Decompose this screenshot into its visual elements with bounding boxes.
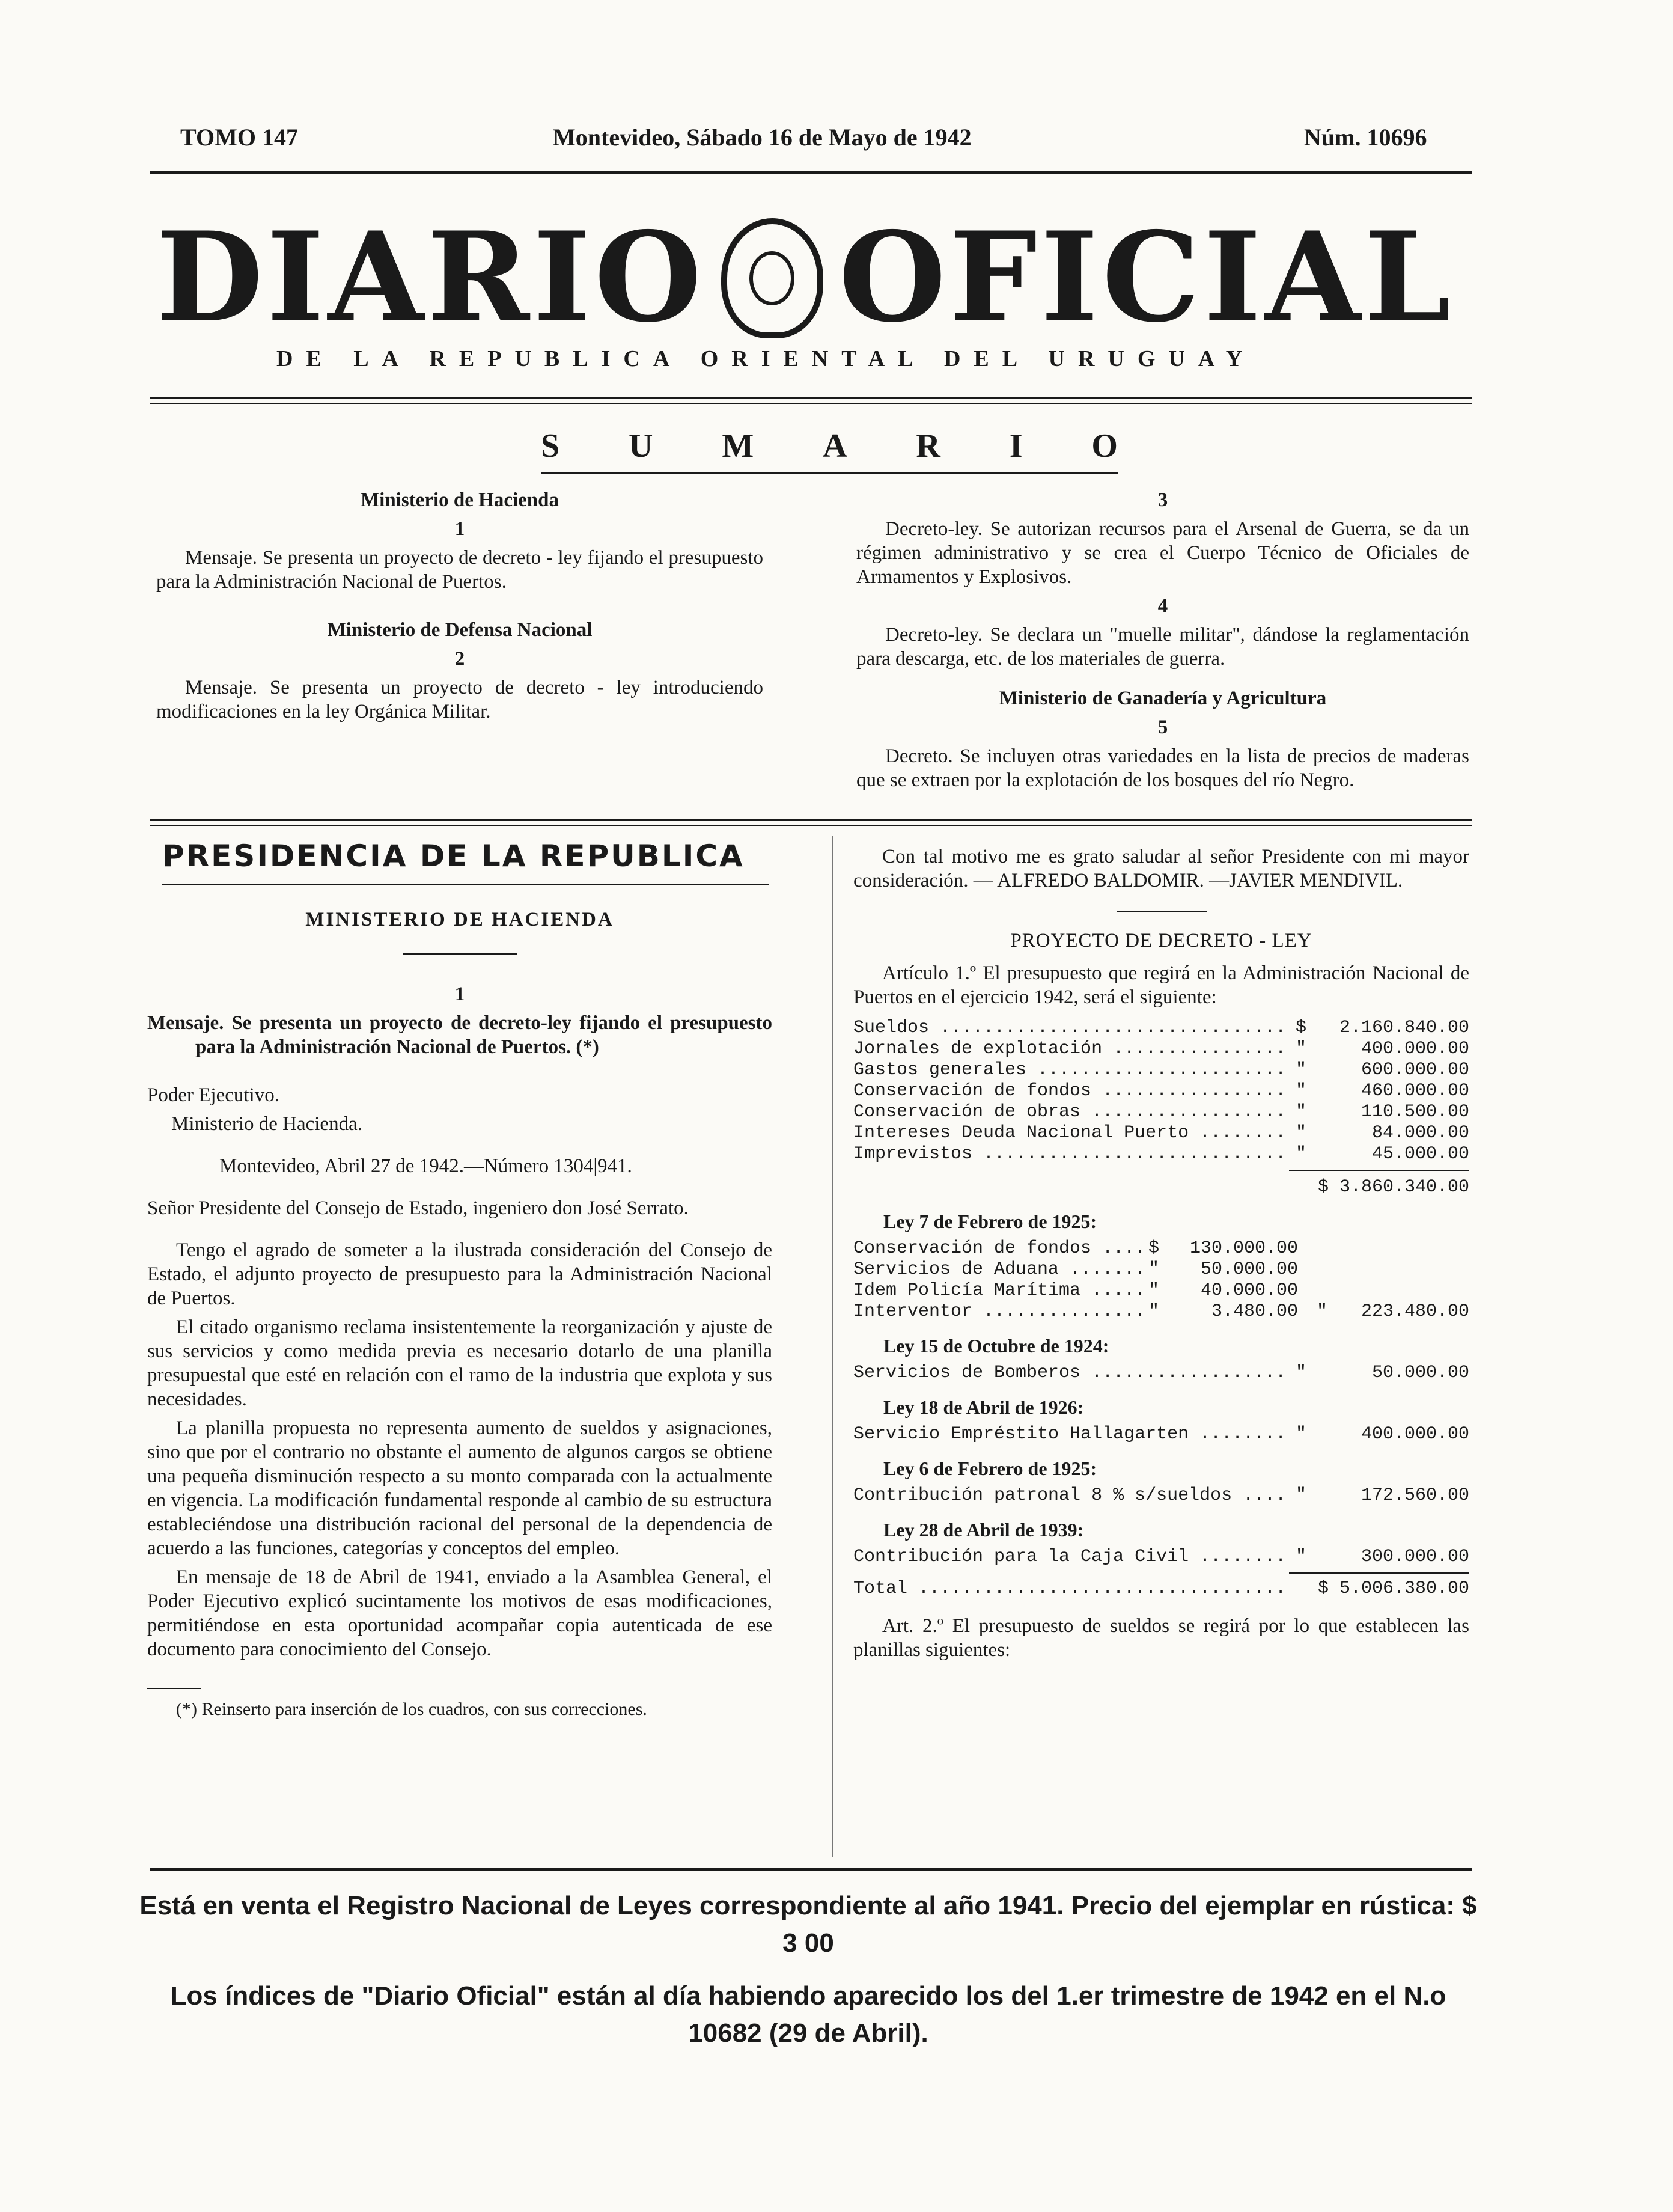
body-paragraph: La planilla propuesta no representa aumento de sueldos y asignaciones, sino que por el contrario no obstante el aumento de algunos cargos se obtiene una pequeña disminución respecto a su monto comparada con la actualmente en vigencia. La modificación fundamental responde al cambio de su estructura estableciéndose una distribución racional del personal de la dependencia de acuerdo a las funciones, categorías y conceptos del empleo.	[147, 1417, 772, 1559]
ministry-heading: MINISTERIO DE HACIENDA	[305, 909, 614, 930]
sumario-letter: I	[1009, 427, 1023, 465]
law-heading: Ley 15 de Octubre de 1924:	[883, 1335, 1109, 1357]
sumario-letter: A	[823, 427, 847, 465]
footer-rule	[150, 1868, 1472, 1871]
item-number: 5	[1157, 716, 1168, 738]
sumario-letter: O	[1091, 427, 1118, 465]
issue-date: Montevideo, Sábado 16 de Mayo de 1942	[553, 124, 972, 151]
law-row: Servicio Empréstito Hallagarten ..... " 400.000.00	[853, 1424, 1469, 1445]
article-1: Artículo 1.º El presupuesto que regirá en la Administración Nacional de Puertos en el ejercicio 1942, será el siguiente:	[853, 962, 1469, 1008]
budget-row: Conservación de fondos ..... " 460.000.00	[853, 1081, 1469, 1102]
sumario-letter: R	[916, 427, 940, 465]
notice-indices: Los índices de "Diario Oficial" están al día habiendo aparecido los del 1.er trimestre de 1942 en el N.o 10682 (29 de Abril).	[170, 1981, 1446, 2048]
sumario-item: Decreto-ley. Se declara un "muelle militar", dándose la reglamentación para descarga, etc. de los materiales de guerra.	[856, 624, 1469, 670]
message-title: Mensaje. Se presenta un proyecto de decreto-ley fijando el presupuesto para la Administración Nacional de Puertos. (*)	[147, 1012, 772, 1058]
masthead	[156, 206, 1454, 350]
law-row: Interventor ..... " 3.480.00 " 223.480.00	[853, 1301, 1469, 1322]
section-title: PRESIDENCIA DE LA REPUBLICA	[162, 839, 745, 873]
item-number: 2	[454, 648, 465, 670]
sumario-letter: S	[541, 427, 560, 465]
subtotal-rule	[1289, 1170, 1469, 1171]
dateline: Montevideo, Abril 27 de 1942.—Número 1304|941.	[219, 1155, 632, 1177]
budget-row: Sueldos ..... $ 2.160.840.00	[853, 1018, 1469, 1039]
budget-total-row: Total ..... $ 5.006.380.00	[853, 1578, 1469, 1599]
sumario-left	[156, 488, 763, 729]
law-heading: Ley 18 de Abril de 1926:	[883, 1396, 1084, 1418]
left-column-body	[147, 908, 772, 1725]
item-number: 3	[1157, 489, 1168, 511]
article-2: Art. 2.º El presupuesto de sueldos se regirá por lo que establecen las planillas siguientes:	[853, 1615, 1469, 1661]
item-number: 1	[454, 518, 465, 540]
budget-row: Conservación de obras ..... " 110.500.00	[853, 1102, 1469, 1123]
notice-registro: Está en venta el Registro Nacional de Leyes correspondiente al año 1941. Precio del ejemplar en rústica: $ 3 00	[139, 1891, 1477, 1958]
sumario-item: Mensaje. Se presenta un proyecto de decreto - ley introduciendo modificaciones en la ley Orgánica Militar.	[156, 677, 763, 723]
masthead-rule-1	[150, 397, 1472, 399]
budget-row: Gastos generales ..... " 600.000.00	[853, 1060, 1469, 1081]
body-paragraph: Tengo el agrado de someter a la ilustrada consideración del Consejo de Estado, el adjunto proyecto de presupuesto para la Administración Nacional de Puertos.	[147, 1239, 772, 1309]
sumario-item: Decreto. Se incluyen otras variedades en la lista de precios de maderas que se extraen por la explotación de los bosques del río Negro.	[856, 745, 1469, 791]
section-rule-1	[150, 819, 1472, 821]
sumario-title	[541, 427, 1118, 465]
law-row: Contribución patronal 8 % s/sueldos ..... " 172.560.00	[853, 1485, 1469, 1506]
sumario-item: Decreto-ley. Se autorizan recursos para el Arsenal de Guerra, se da un régimen administrativo y se crea el Cuerpo Técnico de Oficiales de Armamentos y Explosivos.	[856, 518, 1469, 588]
footnote-divider	[147, 1688, 201, 1689]
sumario-underline	[541, 472, 1118, 474]
right-column-body	[853, 845, 1469, 1667]
proyecto-title: PROYECTO DE DECRETO - LEY	[1010, 930, 1312, 952]
ministry-heading: Ministerio de Hacienda	[361, 489, 559, 511]
short-divider	[1117, 911, 1207, 912]
ministry-heading: Ministerio de Defensa Nacional	[327, 619, 593, 641]
section-title-underline	[162, 884, 769, 885]
footnote: (*) Reinserto para inserción de los cuadros, con sus correcciones.	[176, 1699, 647, 1719]
coat-of-arms-icon	[721, 218, 823, 338]
body-paragraph: En mensaje de 18 de Abril de 1941, enviado a la Asamblea General, el Poder Ejecutivo explicó sucintamente los motivos de esas modificaciones, permitiéndose en esta oportunidad acompañar copia autenticada de ese documento para conocimiento del Consejo.	[147, 1566, 772, 1660]
sumario-item: Mensaje. Se presenta un proyecto de decreto - ley fijando el presupuesto para la Administración Nacional de Puertos.	[156, 547, 763, 593]
header-rule	[150, 171, 1472, 174]
short-divider	[403, 953, 517, 955]
masthead-word-diario: DIARIO	[156, 206, 705, 350]
masthead-word-oficial: OFICIAL	[838, 206, 1454, 350]
addressee: Señor Presidente del Consejo de Estado, ingeniero don José Serrato.	[147, 1197, 689, 1219]
body-paragraph: El citado organismo reclama insistentemente la reorganización y ajuste de sus servicios y como medida previa es necesario dotarlo de una planilla presupuestal que esté en relación con el ramo de la industria que explota y sus necesidades.	[147, 1316, 772, 1410]
sumario-right	[856, 488, 1469, 797]
law-row: Servicios de Bomberos ..... " 50.000.00	[853, 1363, 1469, 1384]
law-row: Idem Policía Marítima ..... " 40.000.00	[853, 1280, 1469, 1301]
law-row: Conservación de fondos ..... $ 130.000.00	[853, 1238, 1469, 1259]
ministry-heading: Ministerio de Ganadería y Agricultura	[999, 688, 1327, 709]
law-heading: Ley 6 de Febrero de 1925:	[883, 1458, 1097, 1479]
message-number: 1	[454, 983, 465, 1005]
column-separator	[832, 836, 833, 1857]
law-row: Servicios de Aduana ..... " 50.000.00	[853, 1259, 1469, 1280]
law-heading: Ley 28 de Abril de 1939:	[883, 1519, 1084, 1541]
total-rule	[1289, 1572, 1469, 1574]
masthead-subtitle: DE LA REPUBLICA ORIENTAL DEL URUGUAY	[276, 346, 1256, 371]
masthead-rule-2	[150, 403, 1472, 404]
sumario-letter: U	[629, 427, 653, 465]
law-heading: Ley 7 de Febrero de 1925:	[883, 1211, 1097, 1232]
tomo-label: TOMO 147	[180, 124, 298, 151]
issue-number: Núm. 10696	[1304, 124, 1427, 151]
budget-row: Jornales de explotación ..... " 400.000.00	[853, 1039, 1469, 1060]
budget-row: Intereses Deuda Nacional Puerto ..... " 84.000.00	[853, 1123, 1469, 1144]
budget-row: Imprevistos ..... " 45.000.00	[853, 1144, 1469, 1165]
item-number: 4	[1157, 595, 1168, 617]
law-row: Contribución para la Caja Civil ..... " 300.000.00	[853, 1547, 1469, 1568]
ministerio-line: Ministerio de Hacienda.	[171, 1113, 362, 1135]
closing-paragraph: Con tal motivo me es grato saludar al señor Presidente con mi mayor consideración. — ALFREDO BALDOMIR. —JAVIER MENDIVIL.	[853, 846, 1469, 891]
sumario-letter: M	[722, 427, 754, 465]
poder-ejecutivo: Poder Ejecutivo.	[147, 1084, 279, 1106]
budget-table	[853, 1018, 1469, 1599]
budget-subtotal: $ 3.860.340.00	[1317, 1177, 1469, 1197]
section-rule-2	[150, 825, 1472, 826]
